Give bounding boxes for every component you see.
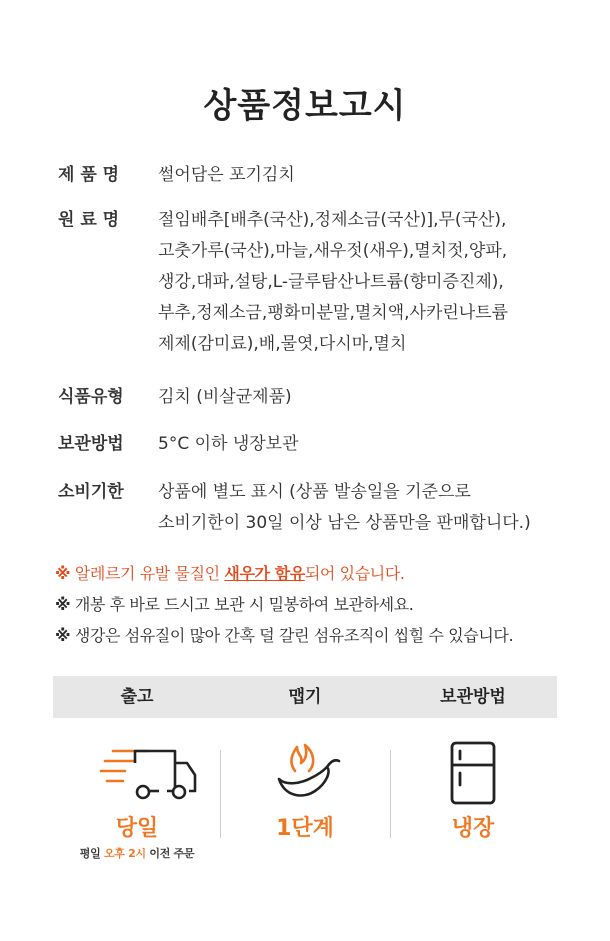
allergy-text: 알레르기 유발 물질인 xyxy=(74,564,225,583)
shipping-caption: 당일 xyxy=(115,816,159,841)
info-label: 소비기한 xyxy=(58,482,124,502)
info-row-expiry xyxy=(58,477,578,539)
info-row-storage xyxy=(58,429,578,460)
reference-mark: ※ xyxy=(55,595,71,614)
feature-header-bar xyxy=(53,676,557,718)
feature-shipping xyxy=(53,735,221,865)
cutoff-weekday: 평일 xyxy=(79,847,104,860)
info-value-line: 부추,정제소금,팽화미분말,멸치액,사카린나트륨 xyxy=(158,303,509,323)
page-title: 상품정보고시 xyxy=(203,86,407,126)
feature-storage xyxy=(389,735,557,865)
feature-columns xyxy=(53,735,557,865)
header-storage: 보관방법 xyxy=(440,687,506,707)
info-value-line: 제제(감미료),배,물엿,다시마,멸치 xyxy=(158,334,407,354)
cutoff-tail: 이전 주문 xyxy=(145,847,195,860)
info-value-line: 5°C 이하 냉장보관 xyxy=(158,434,299,454)
ginger-notice-text: 생강은 섬유질이 많아 간혹 덜 갈린 섬유조직이 씹힐 수 있습니다. xyxy=(74,626,514,645)
allergy-text-end: 되어 있습니다. xyxy=(304,564,405,583)
flaming-pepper-icon xyxy=(221,741,389,805)
info-value-line: 고춧가루(국산),마늘,새우젓(새우),멸치젓,양파, xyxy=(158,241,508,261)
storage-caption: 냉장 xyxy=(451,816,495,841)
info-value-line: 절임배추[배추(국산),정제소금(국산)],무(국산), xyxy=(158,210,507,230)
storage-notice xyxy=(55,589,595,620)
reference-mark: ※ xyxy=(55,626,71,645)
info-row-product-name xyxy=(58,160,578,191)
shipping-cutoff-text xyxy=(53,845,221,861)
info-value-line: 소비기한이 30일 이상 남은 상품만을 판매합니다.) xyxy=(158,513,531,533)
info-value xyxy=(158,205,508,360)
feature-spiciness xyxy=(221,735,389,865)
refrigerator-icon xyxy=(389,741,557,805)
info-label: 제 품 명 xyxy=(58,165,120,185)
info-value-line: 생강,대파,설탕,L-글루탐산나트륨(향미증진제), xyxy=(158,272,504,292)
header-shipping: 출고 xyxy=(120,687,154,707)
cutoff-time: 오후 2시 xyxy=(103,847,146,860)
info-value-line: 상품에 별도 표시 (상품 발송일을 기준으로 xyxy=(158,482,471,502)
info-value xyxy=(158,160,295,191)
delivery-truck-icon xyxy=(53,741,221,805)
info-value-line: 썰어담은 포기김치 xyxy=(158,165,295,185)
allergy-notice xyxy=(55,558,595,589)
info-row-food-type xyxy=(58,382,578,413)
reference-mark: ※ xyxy=(55,564,71,583)
allergy-highlight: 새우가 함유 xyxy=(224,564,305,583)
info-label: 보관방법 xyxy=(58,434,124,454)
info-row-ingredients xyxy=(58,205,578,360)
notice-list xyxy=(55,558,595,651)
info-label: 식품유형 xyxy=(58,387,124,407)
ginger-notice xyxy=(55,620,595,651)
storage-notice-text: 개봉 후 바로 드시고 보관 시 밀봉하여 보관하세요. xyxy=(74,595,414,614)
spiciness-caption: 1단계 xyxy=(276,816,334,841)
info-value xyxy=(158,382,292,413)
header-spiciness: 맵기 xyxy=(288,687,322,707)
info-label: 원 료 명 xyxy=(58,210,120,230)
info-value-line: 김치 (비살균제품) xyxy=(158,387,292,407)
info-value xyxy=(158,477,531,539)
info-value xyxy=(158,429,299,460)
